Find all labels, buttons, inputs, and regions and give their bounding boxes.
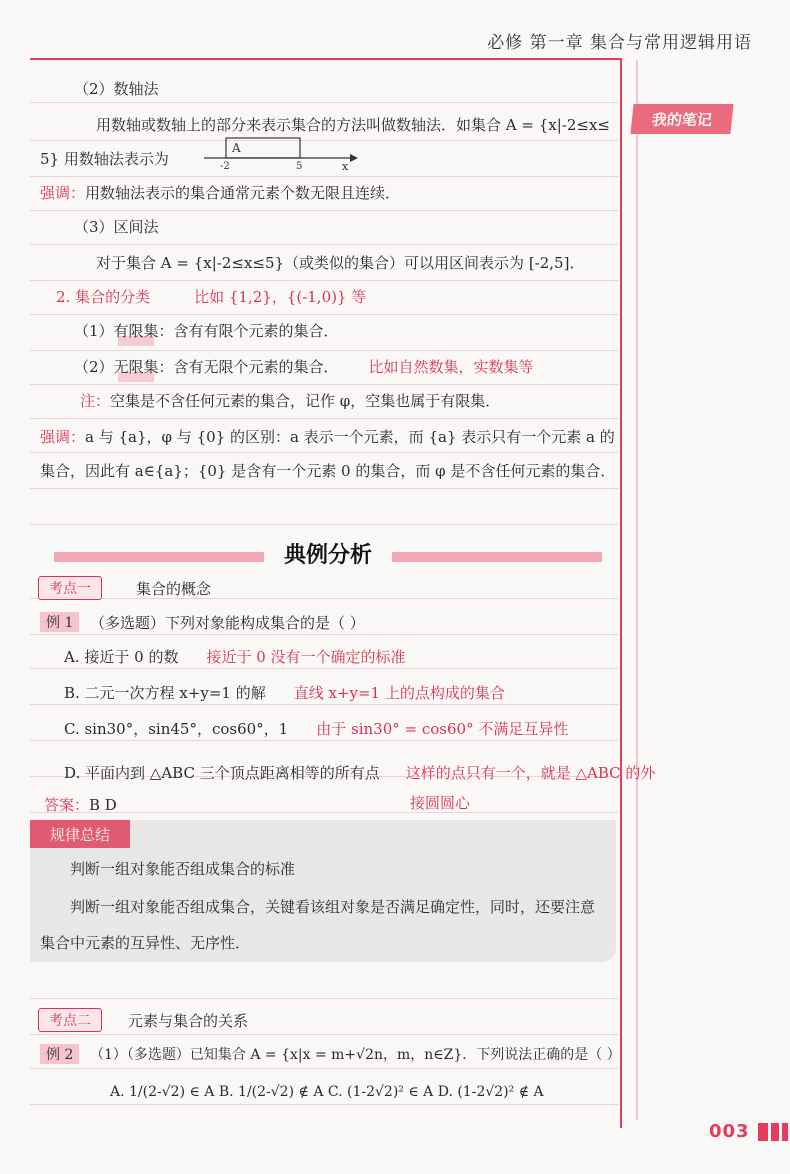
ruled-line xyxy=(30,524,618,525)
example-2-options: A. 1/(2-√2) ∈ A B. 1/(2-√2) ∉ A C. (1-2√2)² ∈ A D. (1-2√2)² ∉ A xyxy=(110,1084,544,1100)
answer-line xyxy=(44,794,117,815)
ruled-line xyxy=(30,740,618,741)
text-line: （2）数轴法 xyxy=(74,80,159,98)
ruled-line xyxy=(30,314,618,315)
emphasis-text: 用数轴法表示的集合通常元素个数无限且连续． xyxy=(85,184,401,202)
option-c-note: 由于 sin30° = cos60° 不满足互异性 xyxy=(316,720,569,738)
ruled-line xyxy=(30,812,618,813)
ruled-line xyxy=(30,350,618,351)
text-line: 对于集合 A = {x|-2≤x≤5}（或类似的集合）可以用区间表示为 [-2,5]． xyxy=(96,254,585,272)
example-1-tag: 例 1 xyxy=(40,612,79,632)
note-text: 空集是不含任何元素的集合，记作 φ，空集也属于有限集． xyxy=(110,392,501,410)
ruled-line xyxy=(30,418,618,419)
classification-line xyxy=(56,286,366,307)
option-c xyxy=(64,718,568,739)
summary-tag: 规律总结 xyxy=(30,820,130,848)
emphasis-key: 强调： xyxy=(40,184,86,202)
ruled-line xyxy=(30,176,618,177)
infinite-set-note: 比如自然数集，实数集等 xyxy=(368,358,534,376)
example-2-tag: 例 2 xyxy=(40,1044,79,1064)
ruled-line xyxy=(30,598,618,599)
margin-divider xyxy=(620,58,622,1128)
example-2-stem: （1）（多选题）已知集合 A = {x|x = m+√2n，m，n∈Z}．下列说法正确的是（ ） xyxy=(90,1047,621,1063)
ruled-line xyxy=(30,452,618,453)
note-line xyxy=(80,390,500,411)
summary-line-1: 判断一组对象能否组成集合的标准 xyxy=(70,860,296,878)
number-line-right: 5 xyxy=(296,161,303,170)
infinite-set-text: （2）无限集：含有无限个元素的集合． xyxy=(74,358,339,376)
kaodian-2-title: 元素与集合的关系 xyxy=(128,1012,249,1030)
ruled-line xyxy=(30,488,618,489)
ruled-line xyxy=(30,704,618,705)
option-c-text: C. sin30°，sin45°，cos60°，1 xyxy=(64,720,289,738)
option-d-text: D. 平面内到 △ABC 三个顶点距离相等的所有点 xyxy=(64,764,380,782)
emphasis-line-2 xyxy=(40,426,615,447)
text-line: （3）区间法 xyxy=(74,218,159,236)
ruled-line xyxy=(30,384,618,385)
ruled-line xyxy=(30,210,618,211)
answer-key: 答案： xyxy=(44,796,90,814)
section-title-text: 典例分析 xyxy=(283,542,372,568)
note-tag: 我的笔记 xyxy=(630,104,733,134)
option-b xyxy=(64,682,505,703)
text-line: （1）有限集：含有有限个元素的集合． xyxy=(74,322,339,340)
summary-line-3: 集合中元素的互异性、无序性． xyxy=(40,934,251,952)
page-number: 003 xyxy=(709,1121,750,1142)
infinite-set-line xyxy=(74,356,534,377)
page-number-block xyxy=(758,1123,768,1141)
answer-value: B D xyxy=(89,796,117,814)
text-line: 用数轴或数轴上的部分来表示集合的方法叫做数轴法．如集合 A = {x|-2≤x≤ xyxy=(96,116,610,134)
emphasis-line-1 xyxy=(40,182,400,203)
emphasis-key: 强调： xyxy=(40,428,86,446)
ruled-line xyxy=(30,998,618,999)
classification-note: 比如 {1,2}，{(-1,0)} 等 xyxy=(194,288,367,306)
section-title xyxy=(54,538,602,572)
ruled-line xyxy=(30,1068,618,1069)
example-1-stem: （多选题）下列对象能构成集合的是（ ） xyxy=(90,614,365,632)
ruled-line xyxy=(30,280,618,281)
kaodian-2-tag: 考点二 xyxy=(38,1008,102,1032)
number-line-figure xyxy=(200,134,360,170)
ruled-line xyxy=(30,668,618,669)
option-d-note: 这样的点只有一个，就是 △ABC 的外 xyxy=(405,764,656,782)
ruled-line xyxy=(30,634,618,635)
notes-column-line xyxy=(636,60,638,1120)
page-number-block xyxy=(782,1123,788,1141)
page-number-block xyxy=(771,1123,779,1141)
classification-heading: 2. 集合的分类 xyxy=(56,288,151,306)
ruled-line xyxy=(30,1104,618,1105)
option-d-note-cont: 接圆圆心 xyxy=(410,794,471,812)
option-a xyxy=(64,646,406,667)
header-rule xyxy=(30,58,620,60)
option-a-text: A. 接近于 0 的数 xyxy=(64,648,179,666)
option-d xyxy=(64,762,655,783)
summary-line-2: 判断一组对象能否组成集合，关键看该组对象是否满足确定性，同时，还要注意 xyxy=(70,898,596,916)
ruled-line xyxy=(30,244,618,245)
ruled-line xyxy=(30,1034,618,1035)
option-a-note: 接近于 0 没有一个确定的标准 xyxy=(206,648,406,666)
header-title: 必修 第一章 集合与常用逻辑用语 xyxy=(487,33,752,53)
option-b-note: 直线 x+y=1 上的点构成的集合 xyxy=(293,684,505,702)
number-line-axis: x xyxy=(342,160,349,170)
text-line: 集合，因此有 a∈{a}；{0} 是含有一个元素 0 的集合，而 φ 是不含任何元素的集合． xyxy=(40,462,616,480)
kaodian-1-tag: 考点一 xyxy=(38,576,102,600)
number-line-left: -2 xyxy=(220,161,230,170)
text-line: 5} 用数轴法表示为 xyxy=(40,150,169,168)
ruled-line xyxy=(30,102,618,103)
number-line-label: A xyxy=(232,141,241,155)
note-key: 注： xyxy=(80,392,111,410)
emphasis-text: a 与 {a}，φ 与 {0} 的区别：a 表示一个元素，而 {a} 表示只有一个元素 a 的 xyxy=(85,428,615,446)
option-b-text: B. 二元一次方程 x+y=1 的解 xyxy=(64,684,266,702)
kaodian-1-title: 集合的概念 xyxy=(136,580,212,598)
